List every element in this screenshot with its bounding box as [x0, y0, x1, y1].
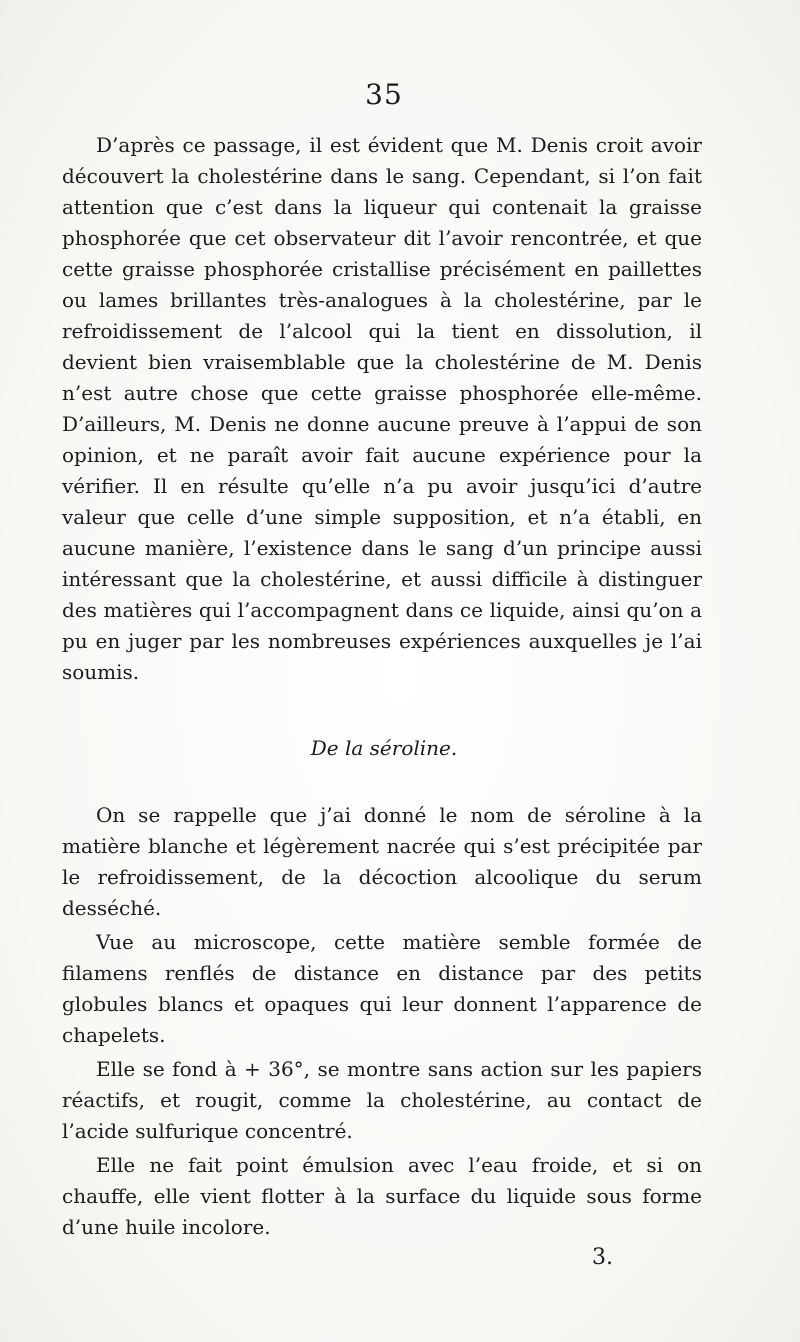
- paragraph: Vue au microscope, cette matière semble formée de filamens renflés de distance en distance par des petits globules blancs et opaques qui leur donnent l’apparence de chapelets.: [62, 930, 702, 1047]
- section-text-block: [62, 800, 702, 1246]
- paragraph: On se rappelle que j’ai donné le nom de séroline à la matière blanche et légèrement nacrée qui s’est précipitée par le refroidissement, de la décoction alcoolique du serum desséché.: [62, 803, 702, 920]
- page-number: 35: [365, 78, 403, 111]
- paragraph: Elle se fond à + 36°, se montre sans action sur les papiers réactifs, et rougit, comme la cholestérine, au contact de l’acide sulfurique concentré.: [62, 1057, 702, 1143]
- section-heading: De la séroline.: [310, 736, 458, 760]
- paragraph: Elle ne fait point émulsion avec l’eau froide, et si on chauffe, elle vient flotter à la surface du liquide sous forme d’une huile incolore.: [62, 1153, 702, 1239]
- main-text-block: [62, 130, 702, 688]
- paragraph: D’après ce passage, il est évident que M. Denis croit avoir découvert la cholestérine dans le sang. Cependant, si l’on fait attention que c’est dans la liqueur qui contenait la graisse phosphorée que cet observateur dit l’avoir rencontrée, et que cette graisse phosphorée cristallise précisément en paillettes ou lames brillantes très-analogues à la cholestérine, par le refroidissement de l’alcool qui la tient en dissolution, il devient bien vraisemblable que la cholestérine de M. Denis n’est autre chose que cette graisse phosphorée elle-même. D’ailleurs, M. Denis ne donne aucune preuve à l’appui de son opinion, et ne paraît avoir fait aucune expérience pour la vérifier. Il en résulte qu’elle n’a pu avoir jusqu’ici d’autre valeur que celle d’une simple supposition, et n’a établi, en aucune manière, l’existence dans le sang d’un principe aussi intéressant que la cholestérine, et aussi difficile à distinguer des matières qui l’accompagnent dans ce liquide, ainsi qu’on a pu en juger par les nombreuses expériences auxquelles je l’ai soumis.: [62, 133, 702, 684]
- signature-mark: 3.: [592, 1245, 613, 1270]
